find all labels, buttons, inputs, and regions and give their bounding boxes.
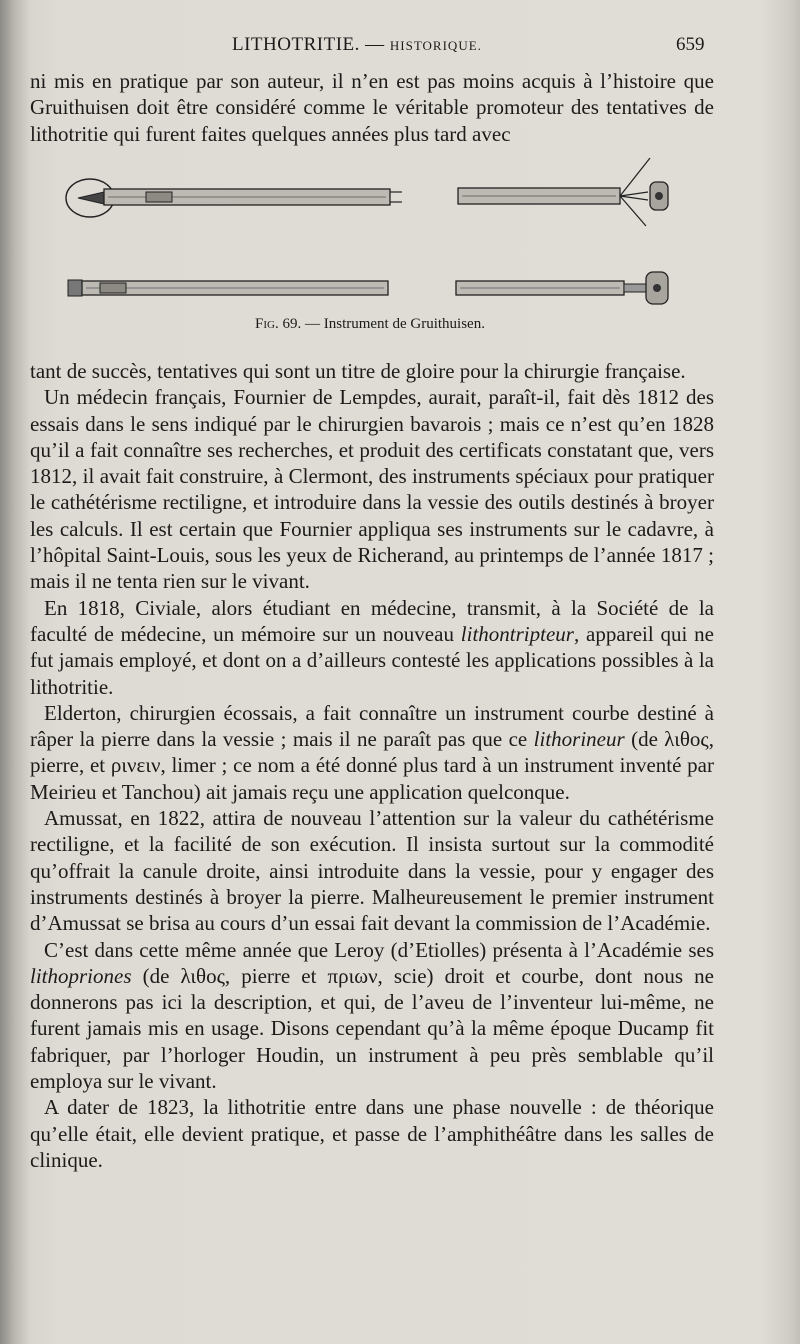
running-header xyxy=(0,34,800,62)
italic-term: lithorineur xyxy=(533,727,625,752)
chapter-title: LITHOTRITIE. xyxy=(232,34,360,55)
text-run: En 1818, Civiale, alors étudiant en médecine, transmit, à la Société de la faculté de médecine, un mémoire sur un nouveau xyxy=(30,595,714,646)
text-run: Elderton, chirurgien écossais, a fait connaître un instrument courbe destiné à râper la pierre dans la vessie ; mais il ne paraît pas que ce xyxy=(30,700,714,752)
paragraph-elderton xyxy=(30,700,714,805)
italic-term: lithontripteur xyxy=(460,621,574,646)
section-title: HISTORIQUE. xyxy=(389,38,482,53)
figure-caption xyxy=(60,316,680,333)
text-run: , appareil qui ne fut jamais employé, et dont on a d’ailleurs contesté les applications possibles à la lithotritie. xyxy=(30,621,715,699)
paragraph-leroy xyxy=(30,937,714,1095)
italic-term: lithopriones xyxy=(30,963,132,988)
text-run: (de λιθος, pierre et πριων, scie) droit et courbe, dont nous ne donnerons pas ici la description, et qui, de l’aveu de l’inventeur lui-même, ne furent jamais mis en usage. Disons cependant qu’à la même époque Ducamp fit fabriquer, par l’horloger Houdin, un instrument à peu près semblable qu’il employa sur le vivant. xyxy=(30,963,714,1094)
lower-instrument-right xyxy=(456,272,668,304)
text-run: C’est dans cette même année que Leroy (d’Etiolles) présenta à l’Académie ses xyxy=(44,937,714,962)
caption-separator: — xyxy=(301,316,324,332)
upper-instrument-right xyxy=(458,158,668,226)
figure-69 xyxy=(60,152,680,332)
paragraph-continuation: tant de succès, tentatives qui sont un titre de gloire pour la chirurgie française. xyxy=(30,359,686,383)
intro-paragraph: ni mis en pratique par son auteur, il n’en est pas moins acquis à l’histoire que Gruithuisen doit être considéré comme le véritable promoteur des tentatives de lithotritie qui furent faites quelques années plus tard avec xyxy=(30,69,714,146)
text-run: (de λιθος, pierre, et ρινειν, limer ; ce nom a été donné plus tard à un instrument inventé par Meirieu et Tanchou) ait jamais reçu une application quelconque. xyxy=(30,727,714,804)
upper-instrument-left xyxy=(66,179,402,217)
intro-text xyxy=(30,68,714,147)
figure-label: Fig. 69. xyxy=(255,316,302,332)
lower-instrument-left xyxy=(68,280,388,296)
gruithuisen-instrument-illustration xyxy=(60,152,680,312)
paragraph-civiale xyxy=(30,595,714,700)
running-title xyxy=(232,34,482,56)
page-number: 659 xyxy=(676,34,705,55)
paragraph-fournier: Un médecin français, Fournier de Lempdes, aurait, paraît-il, fait dès 1812 des essais dans le sens indiqué par le chirurgien bavarois ; mais ce n’est qu’en 1828 qu’il a fait connaître ses recherches, et produit des certificats constatant que, vers 1812, il avait fait construire, à Clermont, des instruments spéciaux pour pratiquer le cathétérisme rectiligne, et introduire dans la vessie des outils destinés à broyer les calculs. Il est certain que Fournier appliqua ses instruments sur le cadavre, à l’hôpital Saint-Louis, sous les yeux de Richerand, au printemps de l’année 1817 ; mais il ne tenta rien sur le vivant. xyxy=(30,385,714,594)
title-dash: — xyxy=(359,34,390,55)
paragraph-amussat: Amussat, en 1822, attira de nouveau l’attention sur la valeur du cathétérisme rectiligne, et la facilité de son exécution. Il insista surtout sur la commodité qu’offrait la canule droite, ainsi introduite dans la vessie, pour y engager des instruments destinés à broyer la pierre. Malheureusement le premier instrument d’Amussat se brisa au cours d’un essai fait devant la commission de l’Académie. xyxy=(30,806,714,936)
caption-text: Instrument de Gruithuisen. xyxy=(323,316,485,332)
paragraph-1823: A dater de 1823, la lithotritie entre dans une phase nouvelle : de théorique qu’elle était, elle devient pratique, et passe de l’amphithéâtre dans les salles de clinique. xyxy=(30,1095,714,1172)
main-text xyxy=(30,358,714,1173)
